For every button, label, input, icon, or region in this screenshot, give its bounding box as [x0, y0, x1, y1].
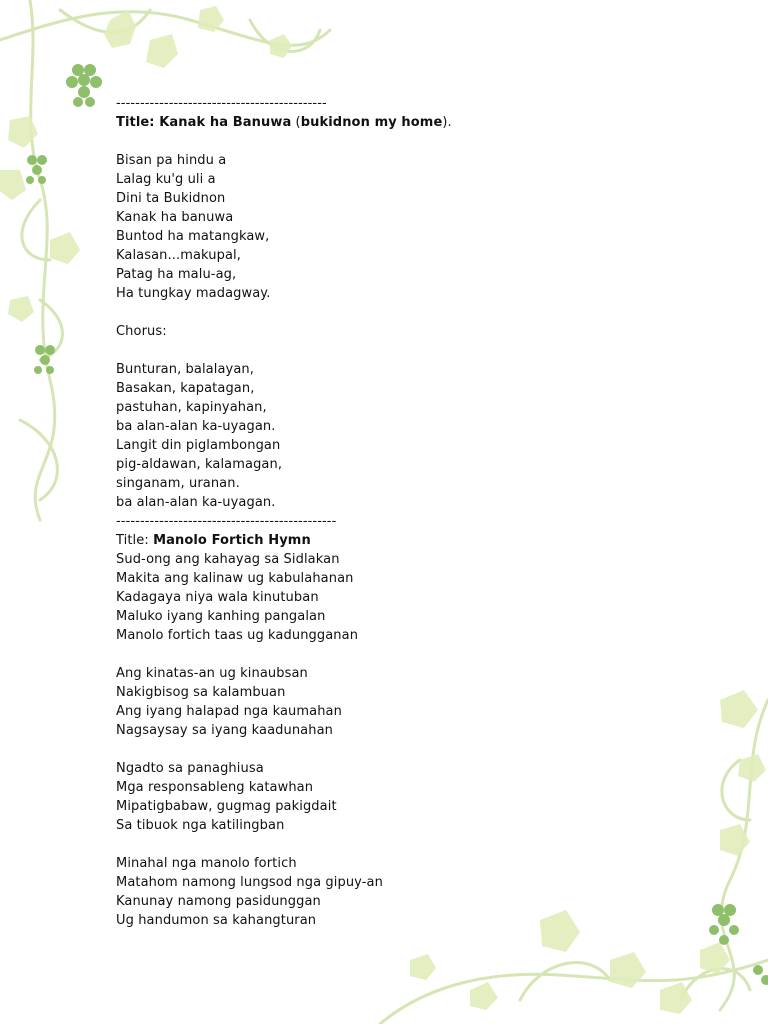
song-title-line — [116, 531, 676, 550]
lyric-line: Sud-ong ang kahayag sa Sidlakan — [116, 552, 340, 567]
verse — [116, 151, 676, 303]
song-title: Manolo Fortich Hymn — [153, 533, 311, 548]
lyric-line: Ang iyang halapad nga kaumahan — [116, 704, 342, 719]
chorus — [116, 360, 676, 512]
subtitle-open: ( — [291, 115, 301, 130]
lyric-line: Bisan pa hindu a — [116, 153, 227, 168]
song-title: Kanak ha Banuwa — [159, 115, 292, 130]
lyric-line: Basakan, kapatagan, — [116, 381, 255, 396]
song-title-line — [116, 113, 676, 132]
leaf-1 — [104, 10, 136, 48]
divider: ---------------------------------------------- — [116, 514, 337, 529]
lyric-line: Ug handumon sa kahangturan — [116, 913, 317, 928]
lyric-line: Kanak ha banuwa — [116, 210, 234, 225]
lyric-line: Dini ta Bukidnon — [116, 191, 226, 206]
title-prefix: Title: — [116, 115, 160, 130]
stanza — [116, 854, 676, 930]
lyric-line: Kalasan...makupal, — [116, 248, 241, 263]
song-subtitle: bukidnon my home — [300, 115, 443, 130]
lyric-line: Buntod ha matangkaw, — [116, 229, 270, 244]
title-prefix: Title: — [116, 533, 154, 548]
lyric-line: Nagsaysay sa iyang kaadunahan — [116, 723, 333, 738]
lyric-line: Makita ang kalinaw ug kabulahanan — [116, 571, 354, 586]
lyric-line: Sa tibuok nga katilingban — [116, 818, 285, 833]
lyric-line: Minahal nga manolo fortich — [116, 856, 297, 871]
stanza — [116, 759, 676, 835]
stanza — [116, 550, 676, 645]
divider: -------------------------------------------- — [116, 96, 327, 111]
subtitle-close: ). — [442, 115, 452, 130]
lyric-line: ba alan-alan ka-uyagan. — [116, 419, 276, 434]
lyric-line: ba alan-alan ka-uyagan. — [116, 495, 276, 510]
lyric-line: Kadagaya niya wala kinutuban — [116, 590, 319, 605]
lyric-line: pig-aldawan, kalamagan, — [116, 457, 283, 472]
lyric-line: Manolo fortich taas ug kadungganan — [116, 628, 359, 643]
lyric-line: Maluko iyang kanhing pangalan — [116, 609, 326, 624]
lyric-line: Ang kinatas-an ug kinaubsan — [116, 666, 308, 681]
lyric-line: Bunturan, balalayan, — [116, 362, 254, 377]
lyrics-document — [116, 94, 676, 930]
lyric-line: Langit din piglambongan — [116, 438, 281, 453]
lyric-line: Mipatigbabaw, gugmag pakigdait — [116, 799, 337, 814]
chorus-label: Chorus: — [116, 324, 167, 339]
lyric-line: Lalag ku'g uli a — [116, 172, 216, 187]
lyric-line: Ngadto sa panaghiusa — [116, 761, 264, 776]
lyric-line: singanam, uranan. — [116, 476, 240, 491]
lyric-line: pastuhan, kapinyahan, — [116, 400, 267, 415]
stanza — [116, 664, 676, 740]
lyric-line: Nakigbisog sa kalambuan — [116, 685, 286, 700]
lyric-line: Patag ha malu-ag, — [116, 267, 237, 282]
lyric-line: Mga responsableng katawhan — [116, 780, 314, 795]
lyric-line: Ha tungkay madagway. — [116, 286, 271, 301]
lyric-line: Matahom namong lungsod nga gipuy-an — [116, 875, 383, 890]
lyric-line: Kanunay namong pasidunggan — [116, 894, 321, 909]
